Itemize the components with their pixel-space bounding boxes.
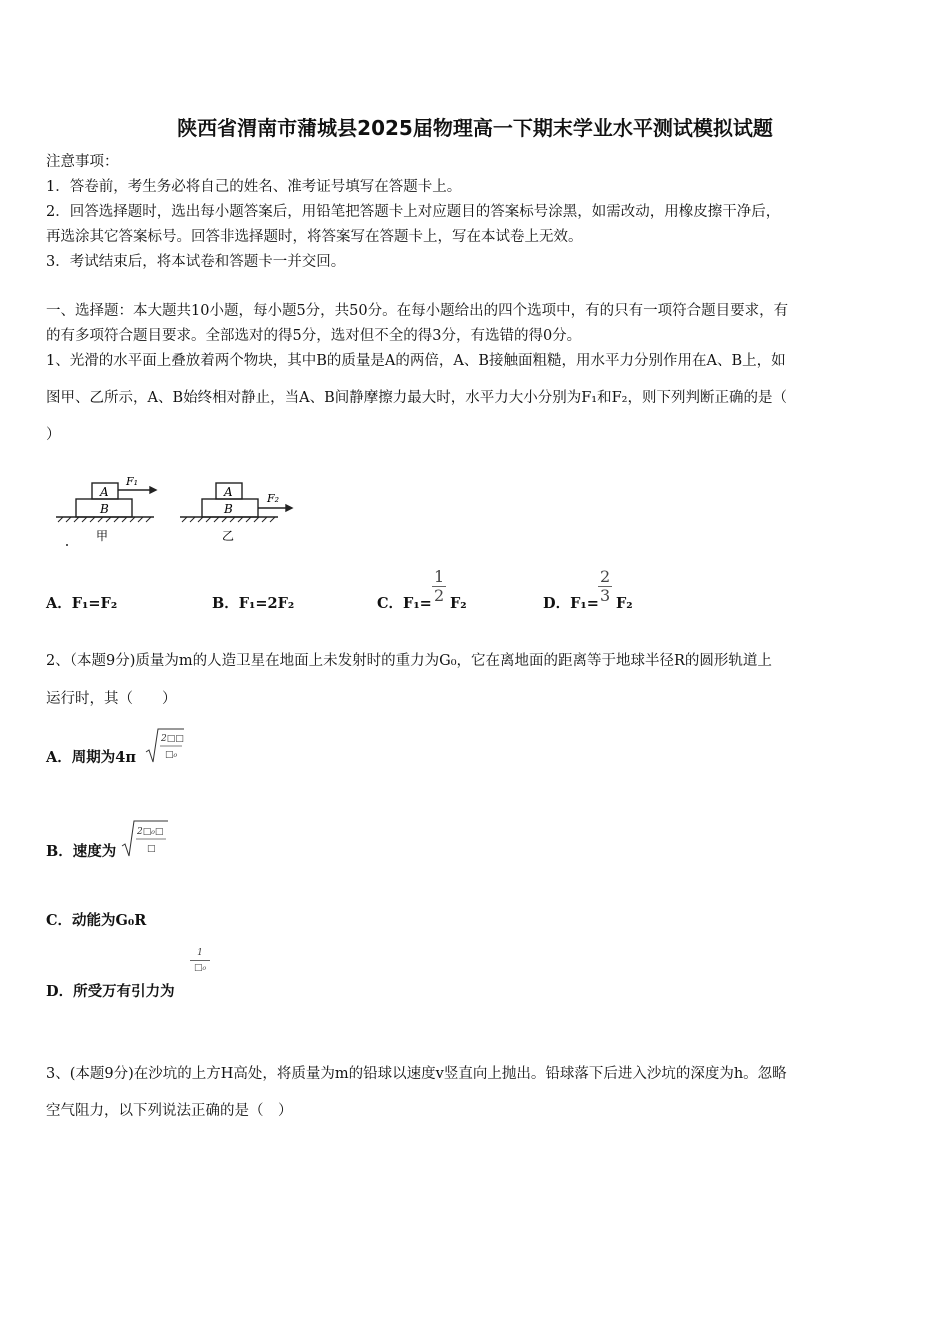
q2-option-c: C．动能为G₀R bbox=[46, 912, 147, 929]
notice-heading: 注意事项： bbox=[46, 154, 119, 170]
q1-option-d-prefix: D．F₁= bbox=[543, 595, 599, 612]
q1-option-a: A．F₁=F₂ bbox=[46, 595, 118, 612]
q1-option-c bbox=[377, 594, 432, 614]
section-intro-2: 的有多项符合题目要求。全部选对的得5分，选对但不全的得3分，有选错的得0分。 bbox=[46, 328, 582, 344]
label-b-jia: B bbox=[100, 502, 109, 516]
q1-line-2: 图甲、乙所示，A、B始终相对静止，当A、B间静摩擦力最大时，水平力大小分别为F₁和F₂，则下列判断正确的是（ bbox=[46, 390, 787, 406]
q2-option-d: D．所受万有引力为 bbox=[46, 983, 175, 1000]
notice-item-2: 2．回答选择题时，选出每小题答案后，用铅笔把答题卡上对应题目的答案标号涂黑，如需改动，用橡皮擦干净后， bbox=[46, 204, 781, 220]
q2-option-a: A．周期为4π bbox=[46, 749, 136, 766]
notice-item-1: 1．答卷前，考生务必将自己的姓名、准考证号填写在答题卡上。 bbox=[46, 179, 462, 195]
q1-option-b: B．F₁=2F₂ bbox=[212, 595, 295, 612]
label-a-jia: A bbox=[100, 485, 109, 499]
label-jia: 甲 bbox=[96, 529, 109, 543]
page-title: 陕西省渭南市蒲城县2025届物理高一下期末学业水平测试模拟试题 bbox=[177, 116, 773, 140]
q1-option-d-suffix: F₂ bbox=[616, 595, 633, 612]
label-f2: F₂ bbox=[267, 492, 280, 505]
label-f1: F₁ bbox=[126, 475, 139, 488]
q2-option-b: B．速度为 bbox=[46, 843, 117, 860]
q2-d-num: 1 bbox=[190, 946, 210, 961]
label-a-yi: A bbox=[224, 485, 233, 499]
q1-option-c-suffix: F₂ bbox=[450, 595, 467, 612]
label-b-yi: B bbox=[224, 502, 233, 516]
q3-line-1: 3、(本题9分)在沙坑的上方H高处，将质量为m的铅球以速度v竖直向上抛出。铅球落下后进入沙坑的深度为h。忽略 bbox=[46, 1066, 787, 1082]
section-intro-1: 一、选择题：本大题共10小题，每小题5分，共50分。在每小题给出的四个选项中，有的只有一项符合题目要求，有 bbox=[46, 303, 789, 319]
q1-option-d-num: 2 bbox=[600, 567, 611, 586]
q1-option-c-fraction bbox=[432, 568, 446, 605]
q2-option-a-root bbox=[144, 726, 186, 766]
q2-a-root-num: 2□□ bbox=[161, 734, 184, 744]
q1-option-c-prefix: C．F₁= bbox=[377, 595, 432, 612]
q1-option-d-den: 3 bbox=[600, 586, 611, 605]
q1-line-1: 1、光滑的水平面上叠放着两个物块，其中B的质量是A的两倍，A、B接触面粗糙，用水平力分别作用在A、B上，如 bbox=[46, 353, 786, 369]
notice-item-2-cont: 再选涂其它答案标号。回答非选择题时，将答案写在答题卡上，写在本试卷上无效。 bbox=[46, 229, 583, 245]
q3-line-2: 空气阻力，以下列说法正确的是（ ） bbox=[46, 1103, 293, 1119]
q2-a-root-den: □₀ bbox=[165, 750, 178, 760]
notice-item-3: 3．考试结束后，将本试卷和答题卡一并交回。 bbox=[46, 254, 346, 270]
q2-b-root-den: □ bbox=[147, 844, 156, 854]
q2-line-1: 2、（本题9分)质量为m的人造卫星在地面上未发射时的重力为G₀，它在离地面的距离等于地球半径R的圆形轨道上 bbox=[46, 653, 772, 669]
q2-b-root-num: 2□₀□ bbox=[137, 827, 164, 837]
q2-option-d-fraction bbox=[190, 946, 210, 975]
q2-line-2: 运行时，其（ ） bbox=[46, 691, 177, 707]
q1-figure bbox=[50, 470, 300, 550]
q1-option-d bbox=[543, 594, 599, 614]
q1-line-3: ） bbox=[46, 427, 61, 443]
q1-option-d-fraction bbox=[598, 568, 612, 605]
q2-option-b-root bbox=[120, 818, 170, 858]
q2-d-den: □₀ bbox=[193, 963, 207, 973]
q1-option-c-den: 2 bbox=[434, 586, 445, 605]
label-yi: 乙 bbox=[222, 529, 235, 543]
q1-option-c-num: 1 bbox=[434, 567, 445, 586]
